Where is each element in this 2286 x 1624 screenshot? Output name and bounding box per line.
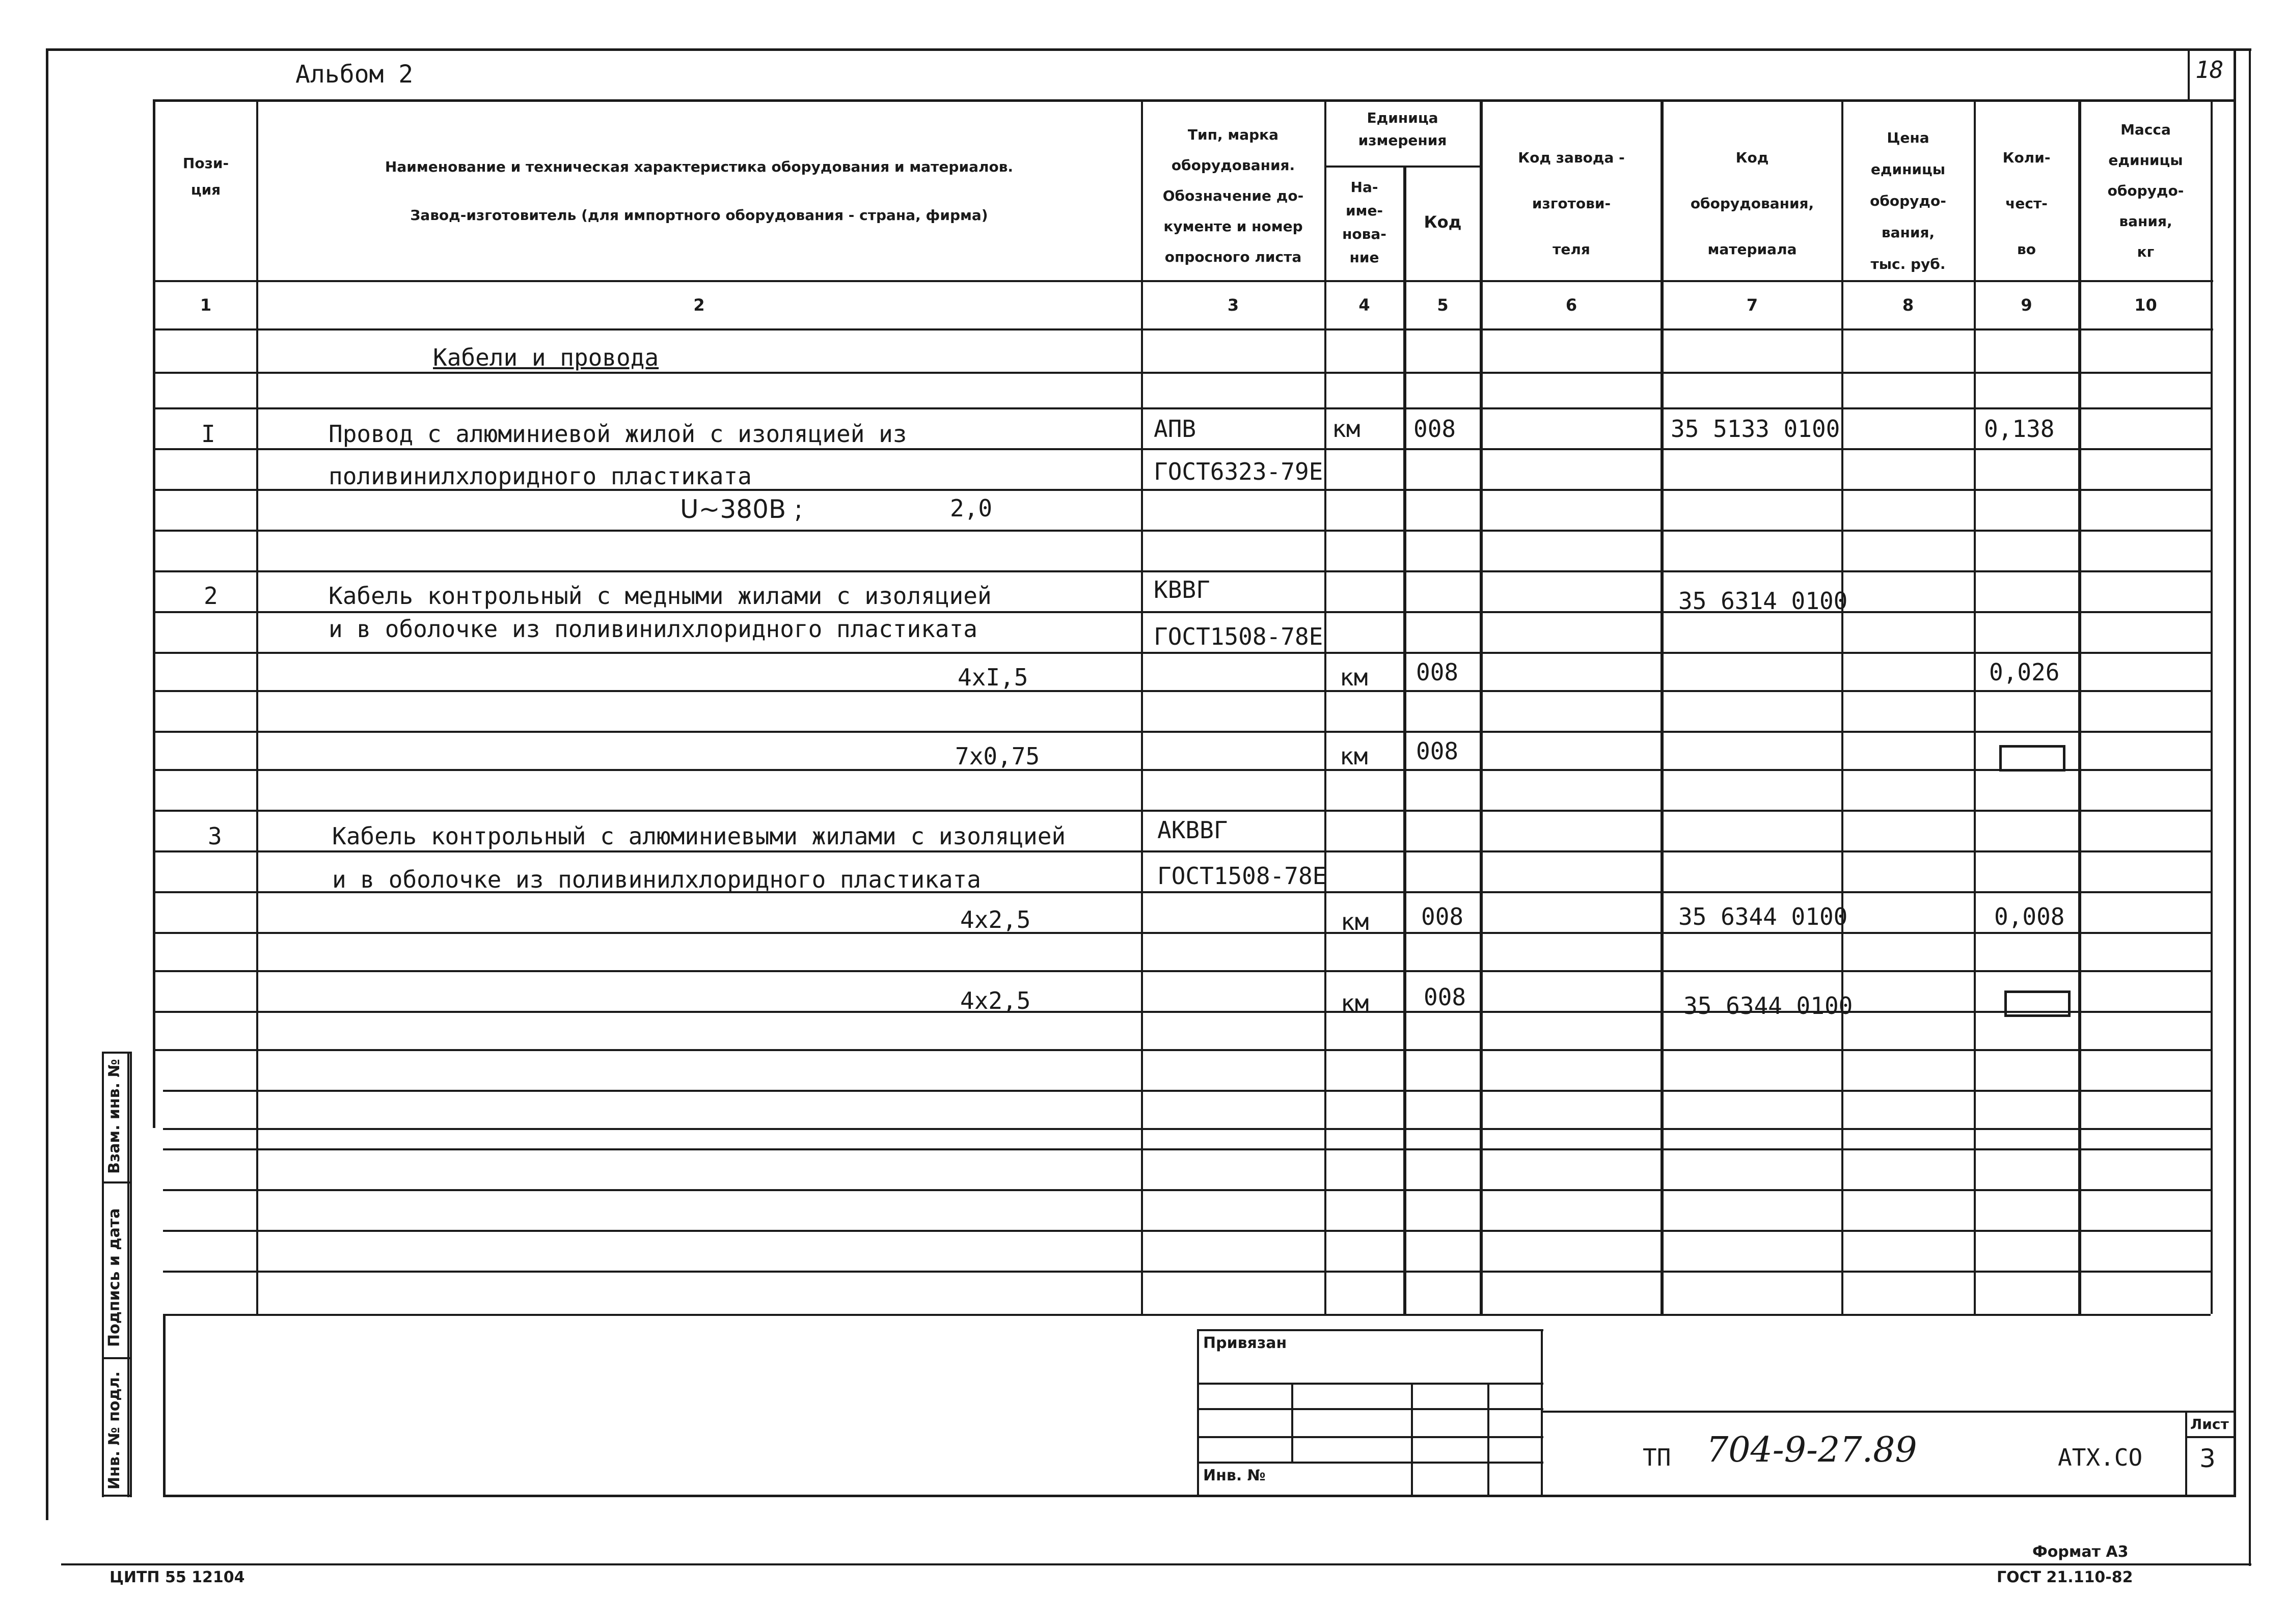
item-name: Кабель контрольный с алюминиевыми жилами с изоляцией — [332, 822, 1066, 850]
inv-label: Инв. № — [1203, 1467, 1266, 1484]
side-strip-div2 — [102, 1357, 130, 1359]
tb-sheet-divider — [2185, 1411, 2187, 1497]
tb-line4 — [1197, 1462, 1543, 1464]
tb-v2 — [1411, 1383, 1413, 1497]
side-strip-div1 — [102, 1181, 130, 1183]
material-code: 35 5133 0100 — [1671, 415, 1840, 443]
item-type: АПВ — [1154, 415, 1196, 443]
tb-line2 — [1197, 1408, 1543, 1410]
inner-bottom — [163, 1495, 2236, 1497]
header-quantity: Коли- чест- во — [2002, 149, 2051, 258]
empty-quantity-box — [2004, 990, 2071, 1017]
item-type: ГОСТ1508-78Е — [1157, 862, 1327, 890]
row-rule — [163, 1271, 2211, 1273]
empty-quantity-box — [1999, 745, 2065, 772]
row-rule — [163, 1314, 2211, 1316]
table-top — [153, 99, 2236, 102]
doc-number: 704-9-27.89 — [1706, 1430, 1917, 1470]
footer-left: ЦИТП 55 12104 — [110, 1568, 245, 1586]
header-unit-name: На- имe- нова- ние — [1342, 179, 1386, 266]
cross-section: 2,0 — [950, 494, 993, 522]
row-rule — [155, 611, 2211, 613]
row-rule — [163, 1189, 2211, 1191]
item-name: и в оболочке из поливинилхлоридного пластиката — [329, 615, 977, 643]
col-number: 8 — [1902, 295, 1914, 315]
row-rule — [155, 530, 2211, 532]
header-unit-code: Код — [1424, 212, 1462, 232]
tb-v1 — [1291, 1383, 1293, 1462]
item-name: Кабель контрольный с медными жилами с изоляцией — [329, 582, 992, 610]
side-strip-bottom — [102, 1495, 130, 1497]
item-type: ГОСТ1508-78Е — [1154, 623, 1323, 650]
material-code: 35 6344 0100 — [1678, 903, 1848, 930]
col-number: 3 — [1227, 295, 1239, 315]
material-code: 35 6344 0100 — [1683, 992, 1853, 1020]
row-rule — [155, 690, 2211, 692]
col-line-4 — [1403, 166, 1406, 1314]
frame-left — [46, 48, 48, 1520]
item-name: и в оболочке из поливинилхлоридного пластиката — [332, 866, 981, 893]
doc-code: АТХ.СО — [2058, 1444, 2143, 1471]
row-rule — [155, 769, 2211, 771]
frame-bottom — [61, 1563, 2251, 1565]
header-pos: Пози- ция — [182, 155, 229, 198]
row-rule — [155, 1049, 2211, 1051]
corner-divider — [2188, 51, 2190, 99]
unit-name: км — [1341, 908, 1369, 935]
header-material-code: Код оборудования, материала — [1690, 149, 1814, 258]
side-strip-right — [127, 1052, 129, 1497]
unit-code: 008 — [1416, 737, 1459, 765]
quantity: 0,138 — [1984, 415, 2055, 443]
row-rule — [163, 1230, 2211, 1232]
number-row-bottom — [153, 328, 2213, 331]
unit-code: 008 — [1424, 983, 1466, 1011]
sheet-number: 3 — [2199, 1444, 2216, 1473]
sheet-label: Лист — [2190, 1416, 2229, 1433]
position-number: 2 — [204, 582, 218, 610]
side-strip-top — [102, 1052, 130, 1054]
side-label-inv: Инв. № подл. — [105, 1371, 123, 1490]
header-unit-group: Единица измерения — [1358, 109, 1447, 149]
col-number: 1 — [200, 295, 212, 315]
cable-size: 7х0,75 — [955, 742, 1040, 770]
header-name: Наименование и техническая характеристика оборудования и материалов. Завод-изготовитель (для импортного оборудования - страна, фирма) — [385, 158, 1014, 224]
unit-name: км — [1340, 742, 1368, 770]
item-type: ГОСТ6323-79Е — [1154, 458, 1323, 485]
item-type: КВВГ — [1154, 576, 1210, 603]
row-rule — [155, 652, 2211, 654]
cable-size: 4х2,5 — [960, 906, 1031, 933]
col-number: 9 — [2021, 295, 2032, 315]
header-factory-code: Код завода - изготови- теля — [1518, 149, 1625, 258]
album-title: Альбом 2 — [295, 60, 414, 89]
side-label-sign: Подпись и дата — [105, 1208, 123, 1347]
row-rule — [163, 1128, 2211, 1130]
row-rule — [155, 970, 2211, 972]
gost-label: ГОСТ 21.110-82 — [1997, 1568, 2133, 1586]
side-label-replace: Взам. инв. № — [105, 1059, 123, 1174]
quantity: 0,008 — [1994, 903, 2065, 930]
position-number: I — [201, 420, 215, 448]
header-mass: Масса единицы оборудо- вания, кг — [2107, 121, 2184, 260]
side-strip-left — [102, 1052, 104, 1497]
tb-main-top — [1541, 1411, 2236, 1413]
row-rule — [163, 1148, 2211, 1150]
position-number: 3 — [208, 822, 222, 850]
unit-name: км — [1332, 415, 1360, 443]
tb-top — [1197, 1329, 1543, 1331]
tp-label: ТП — [1643, 1444, 1671, 1471]
col-number: 6 — [1565, 295, 1577, 315]
col-number: 2 — [693, 295, 705, 315]
unit-name: км — [1341, 989, 1369, 1017]
corner-sheet-number: 18 — [2195, 56, 2224, 84]
cable-size: 4х2,5 — [960, 987, 1031, 1014]
tb-line1 — [1197, 1383, 1543, 1385]
header-price: Цена единицы оборудо- вания, тыс. руб. — [1870, 129, 1946, 272]
row-rule — [155, 810, 2211, 812]
unit-code: 008 — [1416, 658, 1459, 686]
item-name: Провод с алюминиевой жилой с изоляцией из — [329, 420, 907, 448]
format-label: Формат А3 — [2032, 1543, 2129, 1561]
row-rule — [155, 407, 2211, 409]
unit-group-line — [1324, 166, 1480, 168]
tb-sheet-line — [2185, 1436, 2236, 1438]
voltage-spec: U~380В ; — [680, 494, 803, 524]
inner-left-lower — [163, 1314, 166, 1497]
item-name: поливинилхлоридного пластиката — [329, 462, 752, 490]
row-rule — [155, 570, 2211, 572]
header-type: Тип, марка оборудования. Обозначение до- кументе и номер опросного листа — [1162, 126, 1304, 265]
item-type: АКВВГ — [1157, 816, 1228, 844]
tb-line3 — [1197, 1436, 1543, 1438]
table-left — [153, 99, 155, 1128]
row-rule — [163, 1090, 2211, 1092]
frame-right — [2249, 48, 2251, 1566]
cable-size: 4хI,5 — [958, 664, 1028, 691]
quantity: 0,026 — [1989, 658, 2060, 686]
frame-top — [46, 48, 2251, 51]
tb-v3 — [1487, 1383, 1489, 1497]
tb-right-small — [1541, 1329, 1543, 1497]
row-rule — [155, 932, 2211, 934]
col-number: 10 — [2134, 295, 2157, 315]
unit-code: 008 — [1421, 903, 1464, 930]
unit-code: 008 — [1413, 415, 1456, 443]
col-number: 5 — [1437, 295, 1449, 315]
tb-left — [1197, 1329, 1199, 1497]
col-number: 4 — [1358, 295, 1370, 315]
unit-name: км — [1340, 664, 1368, 691]
header-bottom — [153, 280, 2213, 282]
inner-right — [2234, 51, 2236, 1497]
section-title: Кабели и провода — [433, 344, 659, 371]
col-number: 7 — [1746, 295, 1758, 315]
row-rule — [155, 1011, 2211, 1013]
material-code: 35 6314 0100 — [1678, 587, 1848, 615]
bound-label: Привязан — [1203, 1334, 1287, 1352]
strip-edge — [130, 1052, 132, 1497]
row-rule — [155, 731, 2211, 733]
